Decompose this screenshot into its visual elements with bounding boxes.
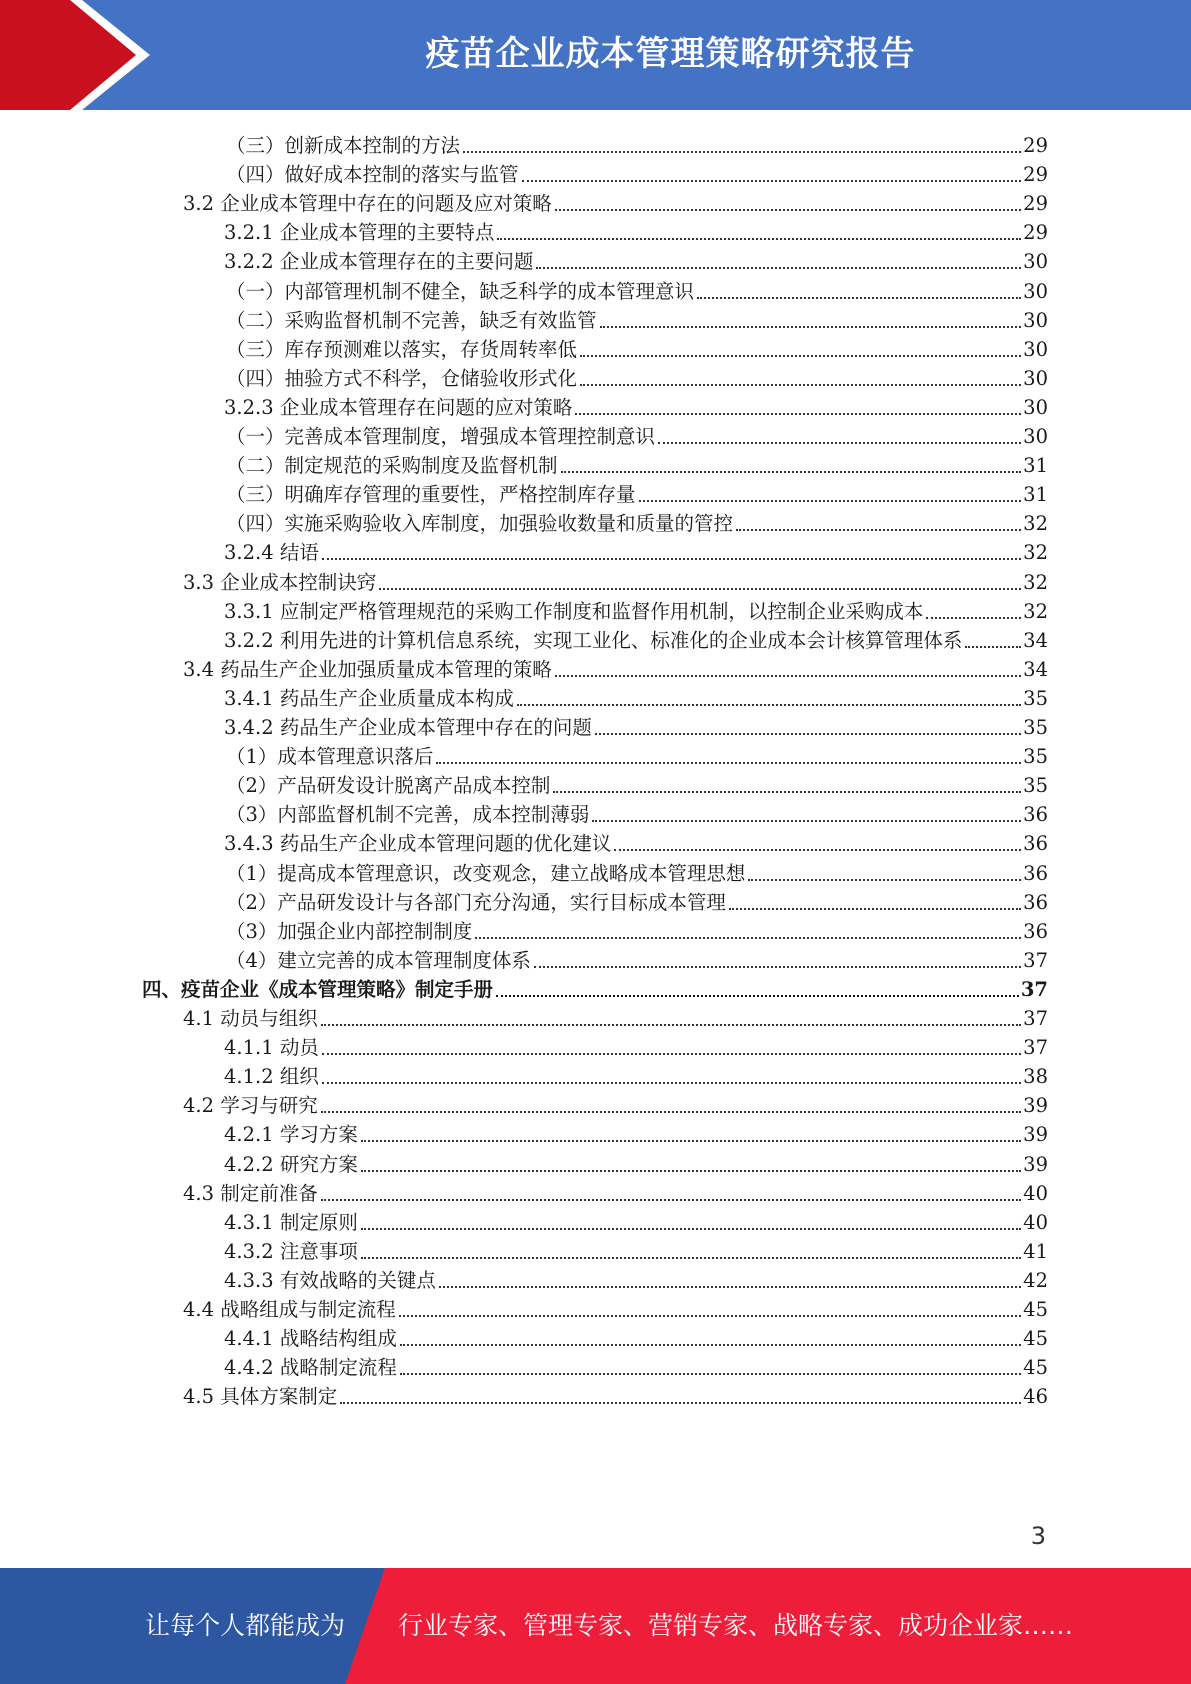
toc-entry-page: 35 [1023,774,1048,798]
toc-dot-leader [697,297,1021,299]
toc-entry-page: 37 [1023,1007,1048,1030]
toc-entry-page: 45 [1023,1298,1048,1321]
toc-entry[interactable] [226,768,1048,799]
toc-entry-label: （1）提高成本管理意识，改变观念，建立战略成本管理思想 [226,861,746,885]
toc-dot-leader [555,675,1021,677]
toc-dot-leader [614,849,1021,851]
toc-entry-label: （2）产品研发设计脱离产品成本控制 [226,774,551,798]
toc-entry[interactable] [183,565,1048,596]
toc-entry-label: （四）实施采购验收入库制度，加强验收数量和质量的管控 [226,512,734,536]
toc-entry-label: 3.4 药品生产企业加强质量成本管理的策略 [183,657,552,681]
toc-entry-page: 29 [1023,134,1048,157]
toc-dot-leader [361,1140,1021,1142]
toc-entry[interactable] [224,1117,1048,1148]
toc-entry-page: 30 [1023,395,1048,419]
toc-dot-leader [361,1228,1021,1230]
toc-dot-leader [322,558,1021,560]
toc-entry-label: 4.3.1 制定原则 [224,1210,358,1234]
toc-dot-leader [555,209,1021,211]
footer-slogan-right: 行业专家、管理专家、营销专家、战略专家、成功企业家…… [398,1611,1074,1640]
page-header [0,0,1191,110]
toc-entry-page: 36 [1023,861,1048,885]
toc-entry[interactable] [226,303,1048,334]
toc-dot-leader [379,588,1021,590]
page-footer [0,1568,1191,1684]
toc-dot-leader [553,791,1021,793]
toc-entry-label: （3）内部监督机制不完善，成本控制薄弱 [226,803,590,827]
toc-dot-leader [400,1373,1021,1375]
toc-entry[interactable] [224,681,1048,712]
toc-dot-leader [475,937,1021,939]
toc-entry-label: 4.2.1 学习方案 [224,1123,358,1147]
toc-entry[interactable] [142,972,1048,1003]
toc-entry-page: 45 [1023,1356,1048,1380]
toc-entry-page: 36 [1023,803,1048,827]
toc-entry-page: 38 [1023,1065,1048,1089]
toc-entry-page: 30 [1023,279,1048,303]
toc-entry-label: （3）加强企业内部控制制度 [226,919,473,943]
toc-entry-page: 30 [1023,337,1048,361]
toc-entry[interactable] [224,710,1048,741]
toc-entry[interactable] [224,1350,1048,1381]
toc-entry-page: 32 [1023,599,1048,623]
toc-dot-leader [522,180,1022,182]
toc-entry[interactable] [226,332,1048,363]
toc-entry-label: 4.1.1 动员 [224,1036,319,1060]
toc-entry-page: 36 [1023,919,1048,943]
toc-entry[interactable] [224,390,1048,421]
toc-entry-label: 4.4 战略组成与制定流程 [183,1298,396,1321]
toc-entry-label: 4.1.2 组织 [224,1065,319,1089]
toc-entry-page: 34 [1023,657,1048,681]
report-title: 疫苗企业成本管理策略研究报告 [425,34,916,74]
toc-dot-leader [536,267,1021,269]
toc-entry-label: （4）建立完善的成本管理制度体系 [226,948,531,972]
toc-entry-label: （三）创新成本控制的方法 [226,134,461,157]
toc-entry-page: 34 [1023,628,1048,652]
toc-entry-label: （2）产品研发设计与各部门充分沟通，实行目标成本管理 [226,890,726,914]
toc-entry[interactable] [224,1263,1048,1294]
toc-dot-leader [361,1170,1021,1172]
toc-dot-leader [580,384,1021,386]
toc-entry[interactable] [226,506,1048,537]
toc-entry-label: 四、疫苗企业《成本管理策略》制定手册 [142,977,494,1001]
toc-entry-page: 31 [1023,454,1048,478]
toc-entry-page: 32 [1023,541,1048,565]
toc-entry[interactable] [224,1059,1048,1090]
toc-entry-label: 3.2.2 利用先进的计算机信息系统，实现工业化、标准化的企业成本会计核算管理体系 [224,628,963,652]
toc-entry-page: 37 [1020,977,1048,1001]
toc-entry[interactable] [226,856,1048,887]
toc-entry-label: 3.3 企业成本控制诀窍 [183,570,377,594]
toc-dot-leader [517,704,1021,706]
toc-entry-label: （二）制定规范的采购制度及监督机制 [226,454,558,478]
toc-dot-leader [496,995,1019,997]
toc-dot-leader [321,1111,1021,1113]
toc-entry-page: 36 [1023,890,1048,914]
toc-dot-leader [595,733,1021,735]
toc-entry-label: （四）抽验方式不科学，仓储验收形式化 [226,366,578,390]
toc-entry-label: 4.5 具体方案制定 [183,1385,338,1409]
toc-entry-label: （四）做好成本控制的落实与监管 [226,163,519,187]
toc-entry-label: （1）成本管理意识落后 [226,745,434,769]
toc-dot-leader [436,762,1021,764]
toc-dot-leader [926,617,1021,619]
toc-dot-leader [321,1024,1021,1026]
toc-entry[interactable] [224,244,1048,275]
toc-entry[interactable] [224,215,1048,246]
toc-entry-page: 30 [1023,250,1048,274]
toc-entry-label: （一）内部管理机制不健全，缺乏科学的成本管理意识 [226,279,695,303]
toc-dot-leader [534,966,1021,968]
toc-entry-label: 4.2.2 研究方案 [224,1152,358,1176]
toc-dot-leader [400,1344,1021,1346]
toc-entry-label: 4.3.2 注意事项 [224,1239,358,1263]
toc-entry-page: 46 [1023,1385,1048,1409]
toc-entry-label: 4.3.3 有效战略的关键点 [224,1268,436,1292]
toc-entry[interactable] [224,535,1048,566]
toc-entry[interactable] [224,1030,1048,1061]
toc-entry-page: 30 [1023,366,1048,390]
toc-dot-leader [639,500,1022,502]
toc-entry[interactable] [224,1321,1048,1352]
toc-entry[interactable] [224,1234,1048,1265]
footer-slogan-left: 让每个人都能成为 [145,1611,346,1640]
toc-dot-leader [592,820,1021,822]
toc-entry-label: 3.2.3 企业成本管理存在问题的应对策略 [224,395,573,419]
toc-entry-page: 30 [1023,308,1048,332]
toc-entry-label: 3.4.1 药品生产企业质量成本构成 [224,686,514,710]
toc-entry[interactable] [226,885,1048,916]
toc-dot-leader [463,151,1021,153]
toc-entry-page: 29 [1023,163,1048,187]
toc-entry-page: 37 [1023,948,1048,972]
toc-entry[interactable] [226,419,1048,450]
toc-entry[interactable] [226,739,1048,770]
toc-dot-leader [439,1286,1021,1288]
toc-dot-leader [729,908,1021,910]
toc-dot-leader [322,1082,1021,1084]
toc-entry-label: （一）完善成本管理制度，增强成本管理控制意识 [226,425,656,448]
toc-entry-label: （三）明确库存管理的重要性，严格控制库存量 [226,483,636,507]
toc-entry[interactable] [183,186,1048,217]
toc-entry-page: 41 [1023,1239,1048,1263]
toc-entry[interactable] [226,448,1048,479]
toc-entry[interactable] [226,128,1048,159]
toc-entry[interactable] [183,1292,1048,1323]
toc-entry-page: 35 [1023,745,1048,769]
toc-entry-page: 29 [1023,192,1048,216]
toc-entry-page: 45 [1023,1327,1048,1351]
toc-entry-page: 37 [1023,1036,1048,1060]
toc-entry-label: 4.1 动员与组织 [183,1007,318,1030]
toc-entry-label: 4.2 学习与研究 [183,1094,318,1118]
toc-entry[interactable] [226,914,1048,945]
toc-entry[interactable] [226,943,1048,974]
toc-entry-page: 31 [1023,483,1048,507]
toc-entry-page: 29 [1023,221,1048,245]
toc-entry[interactable] [183,652,1048,683]
toc-entry-page: 40 [1023,1181,1048,1205]
toc-entry-label: 4.4.1 战略结构组成 [224,1327,397,1351]
red-chevron-shape [0,0,150,110]
toc-entry-label: 3.3.1 应制定严格管理规范的采购工作制度和监督作用机制，以控制企业采购成本 [224,599,924,623]
toc-entry-label: 3.2 企业成本管理中存在的问题及应对策略 [183,192,552,216]
toc-dot-leader [321,1199,1021,1201]
toc-entry[interactable] [226,157,1048,188]
toc-entry[interactable] [226,274,1048,305]
toc-entry-label: 3.2.4 结语 [224,541,319,565]
toc-entry[interactable] [183,1379,1048,1410]
toc-entry-label: 4.4.2 战略制定流程 [224,1356,397,1380]
toc-dot-leader [580,355,1021,357]
toc-dot-leader [561,471,1022,473]
toc-entry-page: 36 [1023,832,1048,856]
toc-entry[interactable] [183,1001,1048,1032]
toc-entry-label: 3.4.2 药品生产企业成本管理中存在的问题 [224,716,592,739]
toc-entry[interactable] [226,797,1048,828]
toc-dot-leader [748,879,1021,881]
toc-dot-leader [965,646,1021,648]
toc-entry[interactable] [224,1205,1048,1236]
toc-entry[interactable] [224,594,1048,625]
toc-entry[interactable] [224,1147,1048,1178]
toc-entry[interactable] [226,361,1048,392]
toc-entry-label: 3.2.2 企业成本管理存在的主要问题 [224,250,534,274]
toc-dot-leader [497,238,1021,240]
toc-dot-leader [322,1053,1021,1055]
toc-entry-label: （二）采购监督机制不完善，缺乏有效监管 [226,308,597,332]
toc-entry-page: 35 [1023,686,1048,710]
toc-entry-label: 3.2.1 企业成本管理的主要特点 [224,221,495,245]
toc-entry-page: 32 [1023,512,1048,536]
toc-entry-label: （三）库存预测难以落实，存货周转率低 [226,337,578,361]
toc-dot-leader [340,1402,1021,1404]
toc-entry-page: 35 [1023,716,1048,739]
toc-entry[interactable] [183,1088,1048,1119]
toc-entry-page: 39 [1023,1152,1048,1176]
toc-entry-page: 39 [1023,1123,1048,1147]
toc-entry[interactable] [224,623,1048,654]
toc-entry-page: 30 [1023,425,1048,448]
toc-dot-leader [600,326,1022,328]
toc-entry-page: 42 [1023,1268,1048,1292]
toc-entry[interactable] [226,477,1048,508]
toc-entry[interactable] [224,826,1048,857]
toc-entry-page: 40 [1023,1210,1048,1234]
toc-dot-leader [658,442,1021,444]
toc-entry-label: 4.3 制定前准备 [183,1181,318,1205]
toc-dot-leader [736,529,1021,531]
toc-entry-page: 32 [1023,570,1048,594]
toc-dot-leader [575,413,1021,415]
toc-dot-leader [361,1257,1021,1259]
toc-entry-page: 39 [1023,1094,1048,1118]
toc-entry[interactable] [183,1176,1048,1207]
toc-dot-leader [399,1315,1021,1317]
toc-entry-label: 3.4.3 药品生产企业成本管理问题的优化建议 [224,832,612,856]
page-number: 3 [1030,1522,1046,1550]
